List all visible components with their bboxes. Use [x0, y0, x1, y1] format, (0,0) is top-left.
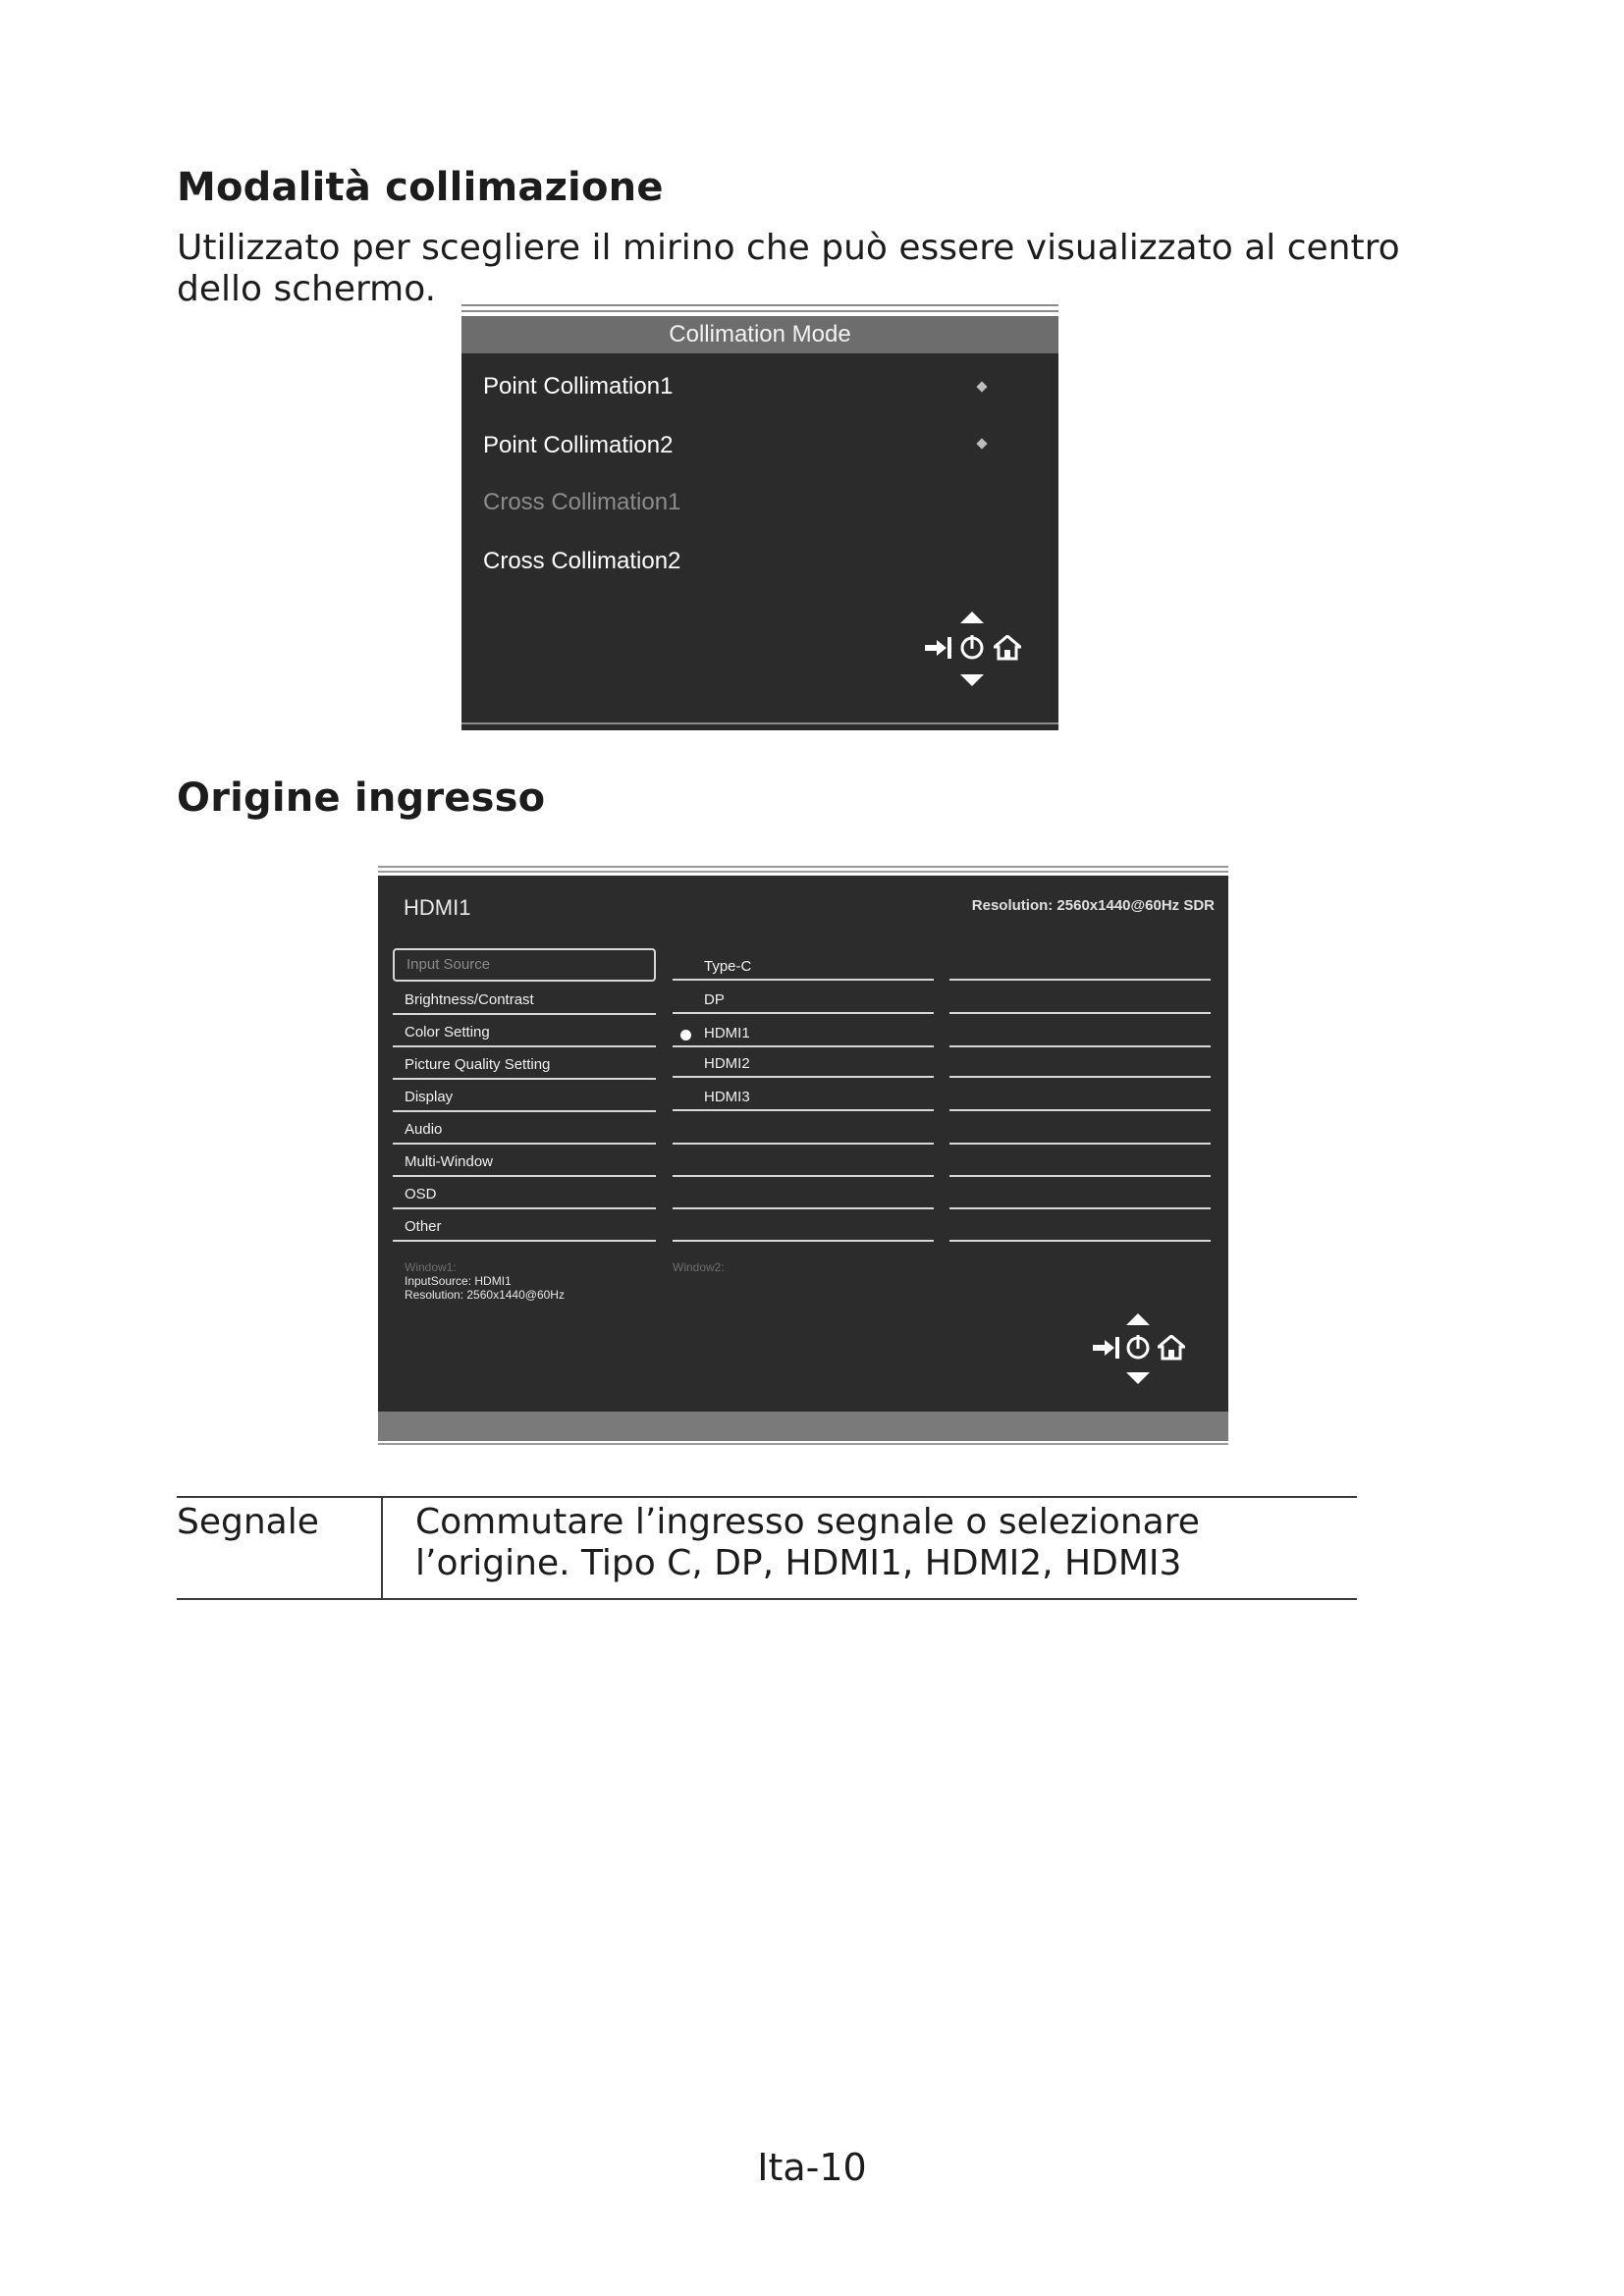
table-bottom-border: [177, 1598, 1357, 1600]
empty-value-row: [949, 1148, 1211, 1177]
input-source-osd-panel: [378, 876, 1228, 1412]
input-option[interactable]: [673, 985, 934, 1014]
window2-label: Window2:: [673, 1260, 725, 1274]
empty-option-row: [673, 1115, 934, 1145]
collimation-description: Utilizzato per scegliere il mirino che può essere visualizzato al centro dello schermo.: [177, 228, 1400, 309]
collimation-heading: Modalità collimazione: [177, 165, 664, 210]
menu-item-color-setting[interactable]: Color Setting: [393, 1018, 656, 1047]
exit-icon[interactable]: [925, 636, 952, 660]
empty-option-row: [673, 1180, 934, 1209]
menu-item-brightness-contrast[interactable]: Brightness/Contrast: [393, 986, 656, 1015]
collimation-osd: [461, 304, 1058, 728]
input-option[interactable]: [673, 1048, 934, 1078]
home-icon[interactable]: [1158, 1335, 1185, 1361]
collimation-option[interactable]: Point Collimation1: [483, 373, 674, 400]
empty-option-row: [673, 1148, 934, 1177]
table-description-cell: Commutare l’ingresso segnale o selezionare l’origine. Tipo C, DP, HDMI1, HDMI2, HDMI3: [415, 1502, 1200, 1583]
input-option-label: DP: [704, 991, 725, 1008]
input-option[interactable]: [673, 1082, 934, 1111]
input-source-osd: [378, 866, 1228, 1447]
window1-resolution: Resolution: 2560x1440@60Hz: [405, 1288, 565, 1302]
table-column-divider: [381, 1496, 383, 1600]
input-option-label: HDMI3: [704, 1089, 750, 1105]
osd-navigation-keys: [923, 611, 1041, 699]
arrow-down-icon[interactable]: [960, 673, 984, 687]
empty-option-row: [673, 1212, 934, 1242]
collimation-osd-panel: [461, 353, 1058, 730]
arrow-up-icon[interactable]: [1126, 1312, 1150, 1326]
exit-icon[interactable]: [1093, 1336, 1120, 1360]
diamond-marker-icon: [976, 381, 987, 392]
input-option-selected[interactable]: [673, 1018, 934, 1047]
window1-source: InputSource: HDMI1: [405, 1274, 512, 1288]
input-option-label: HDMI1: [704, 1025, 750, 1041]
window1-label: Window1:: [405, 1260, 457, 1274]
menu-item-multi-window[interactable]: Multi-Window: [393, 1148, 656, 1177]
osd-navigation-keys: [1093, 1312, 1211, 1401]
power-icon[interactable]: [1125, 1335, 1151, 1361]
input-source-heading: Origine ingresso: [177, 775, 546, 821]
input-option[interactable]: [673, 951, 934, 981]
current-input-title: HDMI1: [404, 895, 471, 920]
collimation-option[interactable]: Point Collimation2: [483, 432, 674, 458]
osd-bottom-bar: [378, 1412, 1228, 1441]
menu-item-display[interactable]: Display: [393, 1083, 656, 1112]
diamond-marker-icon: [976, 438, 987, 449]
empty-value-row: [949, 985, 1211, 1014]
empty-value-row: [949, 1018, 1211, 1047]
empty-value-row: [949, 1212, 1211, 1242]
menu-item-other[interactable]: Other: [393, 1212, 656, 1242]
empty-value-row: [949, 1180, 1211, 1209]
empty-value-row: [949, 1082, 1211, 1111]
page-number: Ita-10: [757, 2146, 867, 2189]
collimation-option[interactable]: Cross Collimation2: [483, 548, 681, 574]
empty-value-row: [949, 1115, 1211, 1145]
empty-value-row: [949, 1048, 1211, 1078]
input-option-label: Type-C: [704, 958, 752, 975]
collimation-osd-title: Collimation Mode: [461, 316, 1058, 353]
arrow-up-icon[interactable]: [960, 611, 984, 624]
input-option-label: HDMI2: [704, 1055, 750, 1072]
resolution-header: Resolution: 2560x1440@60Hz SDR: [971, 897, 1215, 914]
menu-item-picture-quality[interactable]: Picture Quality Setting: [393, 1050, 656, 1080]
collimation-option[interactable]: Cross Collimation1: [483, 489, 681, 515]
empty-value-row: [949, 951, 1211, 981]
menu-item-osd[interactable]: OSD: [393, 1180, 656, 1209]
table-top-border: [177, 1496, 1357, 1498]
menu-item-input-source[interactable]: Input Source: [393, 948, 656, 982]
table-label-cell: Segnale: [177, 1502, 319, 1542]
menu-item-audio[interactable]: Audio: [393, 1115, 656, 1145]
power-icon[interactable]: [959, 635, 985, 661]
home-icon[interactable]: [994, 635, 1021, 661]
selected-radio-icon: [680, 1030, 691, 1041]
arrow-down-icon[interactable]: [1126, 1371, 1150, 1385]
